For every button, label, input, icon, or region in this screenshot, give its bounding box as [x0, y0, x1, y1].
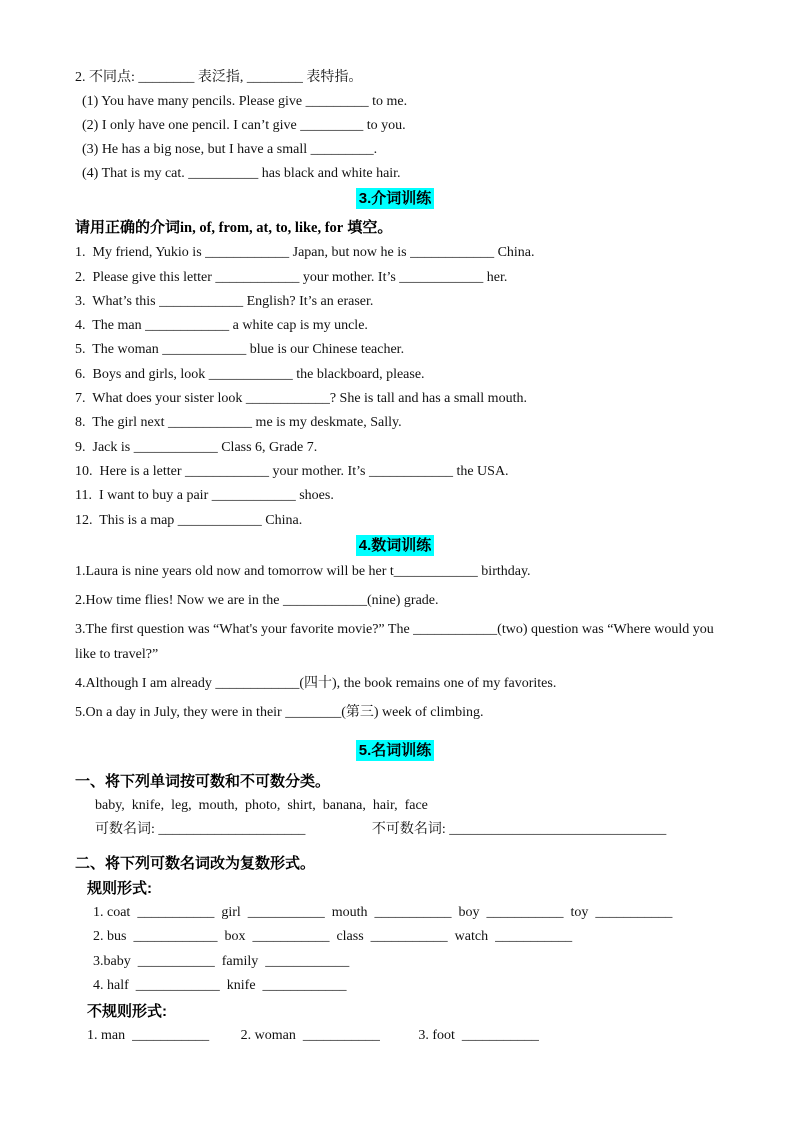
regular-row-1: 1. coat ___________ girl ___________ mouth ___________ boy ___________ toy ___________ — [93, 904, 673, 920]
preposition-item-11: 11. I want to buy a pair ____________ shoes. — [75, 488, 334, 504]
preposition-item-2: 2. Please give this letter ____________ your mother. It’s ____________ her. — [75, 269, 508, 285]
numeral-item-4: 4.Although I am already ____________(四十), the book remains one of my favorites. — [75, 675, 557, 691]
articles-subitem-3: (3) He has a big nose, but I have a small _________. — [82, 142, 378, 157]
preposition-item-7: 7. What does your sister look ____________? She is tall and has a small mouth. — [75, 391, 527, 407]
instruction-cn-prefix: 请用正确的介词 — [75, 219, 181, 236]
nouns-part2-title: 二、将下列可数名词改为复数形式。 — [75, 854, 316, 872]
prepositions-header-row — [75, 188, 715, 212]
preposition-item-1: 1. My friend, Yukio is ____________ Japan, but now he is ____________ China. — [75, 245, 535, 261]
preposition-item-6: 6. Boys and girls, look ____________ the blackboard, please. — [75, 366, 425, 382]
preposition-item-3: 3. What’s this ____________ English? It’s an eraser. — [75, 293, 374, 309]
numeral-item-3: 3.The first question was “What's your favorite movie?” The ____________(two) question was “Where would you like to travel?” — [75, 621, 718, 662]
regular-forms-title: 规则形式: — [87, 879, 152, 897]
articles-subitem-1: (1) You have many pencils. Please give _________ to me. — [82, 94, 408, 109]
instruction-en-list: in, of, from, at, to, like, for — [180, 220, 344, 236]
section-nouns — [75, 740, 715, 1048]
regular-row-4: 4. half ____________ knife ____________ — [93, 978, 347, 994]
preposition-item-12: 12. This is a map ____________ China. — [75, 512, 303, 528]
preposition-item-9: 9. Jack is ____________ Class 6, Grade 7. — [75, 439, 318, 455]
numeral-item-5: 5.On a day in July, they were in their ________(第三) week of climbing. — [75, 704, 484, 720]
nouns-header: 5.名词训练 — [356, 740, 435, 761]
nouns-part1-title: 一、将下列单词按可数和不可数分类。 — [75, 772, 331, 790]
prepositions-header: 3.介词训练 — [356, 188, 435, 209]
numeral-item-1: 1.Laura is nine years old now and tomorrow will be her t____________ birthday. — [75, 563, 531, 579]
articles-subitem-4: (4) That is my cat. __________ has black and white hair. — [82, 166, 401, 181]
section-articles — [75, 66, 715, 186]
articles-difference-line: 2. 不同点: ________ 表泛指, ________ 表特指。 — [75, 70, 363, 85]
irregular-row: 1. man ___________ 2. woman ___________ 3. foot ___________ — [87, 1027, 539, 1043]
section-prepositions — [75, 188, 715, 533]
preposition-item-4: 4. The man ____________ a white cap is my uncle. — [75, 318, 368, 334]
nouns-header-row — [75, 740, 715, 764]
regular-row-3: 3.baby ___________ family ____________ — [93, 953, 350, 969]
articles-subitem-2: (2) I only have one pencil. I can’t give _________ to you. — [82, 118, 406, 133]
instruction-cn-suffix: 填空。 — [343, 219, 393, 236]
regular-rows — [75, 901, 715, 999]
irregular-forms-title: 不规则形式: — [87, 1002, 167, 1020]
noun-word-list: baby, knife, leg, mouth, photo, shirt, banana, hair, face — [95, 797, 428, 813]
section-numerals — [75, 535, 718, 725]
preposition-item-5: 5. The woman ____________ blue is our Chinese teacher. — [75, 342, 405, 358]
numerals-header: 4.数词训练 — [356, 535, 435, 556]
numeral-item-2: 2.How time flies! Now we are in the ____________(nine) grade. — [75, 592, 439, 608]
regular-row-2: 2. bus ____________ box ___________ class ___________ watch ___________ — [93, 929, 573, 945]
noun-classify-line: 可数名词: _____________________ 不可数名词: _______________________________ — [95, 821, 667, 837]
prepositions-instruction — [75, 216, 715, 241]
preposition-item-10: 10. Here is a letter ____________ your mother. It’s ____________ the USA. — [75, 463, 509, 479]
preposition-item-8: 8. The girl next ____________ me is my deskmate, Sally. — [75, 415, 402, 431]
numerals-header-row — [75, 535, 715, 559]
